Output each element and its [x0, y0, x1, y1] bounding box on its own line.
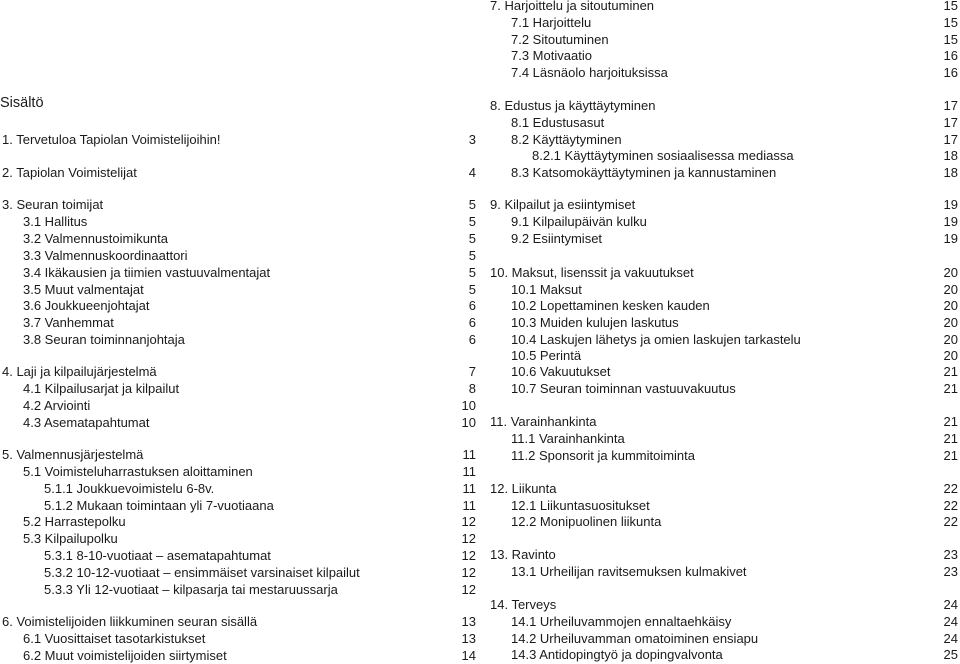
toc-entry[interactable]: 5.3 Kilpailupolku 12: [23, 531, 476, 546]
toc-entry[interactable]: 6. Voimistelijoiden liikkuminen seuran sisällä 13: [2, 614, 476, 629]
toc-entry[interactable]: 3.7 Vanhemmat 6: [23, 315, 476, 330]
toc-entry[interactable]: 5.3.1 8-10-vuotiaat – asematapahtumat 12: [44, 548, 476, 563]
toc-entry[interactable]: 10.1 Maksut 20: [511, 282, 958, 297]
toc-entry[interactable]: 10.2 Lopettaminen kesken kauden 20: [511, 298, 958, 313]
toc-entry[interactable]: 10.5 Perintä 20: [511, 348, 958, 363]
toc-entry[interactable]: 7. Harjoittelu ja sitoutuminen 15: [490, 0, 958, 13]
toc-entry[interactable]: 5.3.3 Yli 12-vuotiaat – kilpasarja tai mestaruussarja 12: [44, 582, 476, 597]
toc-entry[interactable]: 5. Valmennusjärjestelmä 11: [2, 447, 476, 462]
toc-entry[interactable]: 7.1 Harjoittelu 15: [511, 15, 958, 30]
toc-entry[interactable]: 3.3 Valmennuskoordinaattori 5: [23, 248, 476, 263]
toc-entry[interactable]: 3.4 Ikäkausien ja tiimien vastuuvalmentajat 5: [23, 265, 476, 280]
toc-entry[interactable]: 1. Tervetuloa Tapiolan Voimistelijoihin! 3: [2, 132, 476, 147]
toc-entry[interactable]: 5.1 Voimisteluharrastuksen aloittaminen 11: [23, 464, 476, 479]
toc-entry[interactable]: 9. Kilpailut ja esiintymiset 19: [490, 197, 958, 212]
toc-entry[interactable]: 5.2 Harrastepolku 12: [23, 514, 476, 529]
toc-entry[interactable]: 2. Tapiolan Voimistelijat 4: [2, 165, 476, 180]
toc-entry[interactable]: 14.1 Urheiluvammojen ennaltaehkäisy 24: [511, 614, 958, 629]
toc-heading: Sisältö: [0, 95, 44, 111]
toc-entry[interactable]: 5.1.2 Mukaan toimintaan yli 7-vuotiaana 11: [44, 498, 476, 513]
toc-entry[interactable]: 14.3 Antidopingtyö ja dopingvalvonta 25: [511, 647, 958, 662]
toc-entry[interactable]: 3. Seuran toimijat 5: [2, 197, 476, 212]
toc-entry[interactable]: 10. Maksut, lisenssit ja vakuutukset 20: [490, 265, 958, 280]
toc-entry[interactable]: 10.7 Seuran toiminnan vastuuvakuutus 21: [511, 381, 958, 396]
toc-entry[interactable]: 10.3 Muiden kulujen laskutus 20: [511, 315, 958, 330]
toc-entry[interactable]: 14.2 Urheiluvamman omatoiminen ensiapu 24: [511, 631, 958, 646]
toc-entry[interactable]: 4. Laji ja kilpailujärjestelmä 7: [2, 364, 476, 379]
toc-entry[interactable]: 6.1 Vuosittaiset tasotarkistukset 13: [23, 631, 476, 646]
toc-entry[interactable]: 12. Liikunta 22: [490, 481, 958, 496]
toc-entry[interactable]: 14. Terveys 24: [490, 597, 958, 612]
toc-entry[interactable]: 4.2 Arviointi 10: [23, 398, 476, 413]
toc-entry[interactable]: 4.3 Asematapahtumat 10: [23, 415, 476, 430]
toc-entry[interactable]: 3.8 Seuran toiminnanjohtaja 6: [23, 332, 476, 347]
toc-entry[interactable]: 11.2 Sponsorit ja kummitoiminta 21: [511, 448, 958, 463]
toc-entry[interactable]: 7.2 Sitoutuminen 15: [511, 32, 958, 47]
toc-entry[interactable]: 13. Ravinto 23: [490, 547, 958, 562]
toc-entry[interactable]: 5.1.1 Joukkuevoimistelu 6-8v. 11: [44, 481, 476, 496]
toc-entry[interactable]: 8.1 Edustusasut 17: [511, 115, 958, 130]
toc-entry[interactable]: 6.2 Muut voimistelijoiden siirtymiset 14: [23, 648, 476, 663]
toc-entry[interactable]: 8. Edustus ja käyttäytyminen 17: [490, 98, 958, 113]
toc-entry[interactable]: 3.5 Muut valmentajat 5: [23, 282, 476, 297]
toc-entry[interactable]: 11.1 Varainhankinta 21: [511, 431, 958, 446]
toc-entry[interactable]: 11. Varainhankinta 21: [490, 414, 958, 429]
toc-entry[interactable]: 9.2 Esiintymiset 19: [511, 231, 958, 246]
toc-entry[interactable]: 10.4 Laskujen lähetys ja omien laskujen tarkastelu 20: [511, 332, 958, 347]
toc-entry[interactable]: 9.1 Kilpailupäivän kulku 19: [511, 214, 958, 229]
toc-entry[interactable]: 7.4 Läsnäolo harjoituksissa 16: [511, 65, 958, 80]
toc-entry[interactable]: 8.2 Käyttäytyminen 17: [511, 132, 958, 147]
toc-entry[interactable]: 3.2 Valmennustoimikunta 5: [23, 231, 476, 246]
toc-entry[interactable]: 3.6 Joukkueenjohtajat 6: [23, 298, 476, 313]
toc-entry[interactable]: 3.1 Hallitus 5: [23, 214, 476, 229]
toc-entry[interactable]: 13.1 Urheilijan ravitsemuksen kulmakivet 23: [511, 564, 958, 579]
toc-entry[interactable]: 4.1 Kilpailusarjat ja kilpailut 8: [23, 381, 476, 396]
toc-entry[interactable]: 7.3 Motivaatio 16: [511, 48, 958, 63]
toc-entry[interactable]: 12.1 Liikuntasuositukset 22: [511, 498, 958, 513]
toc-entry[interactable]: 8.2.1 Käyttäytyminen sosiaalisessa mediassa 18: [532, 148, 958, 163]
toc-entry[interactable]: 10.6 Vakuutukset 21: [511, 364, 958, 379]
toc-entry[interactable]: 5.3.2 10-12-vuotiaat – ensimmäiset varsinaiset kilpailut 12: [44, 565, 476, 580]
toc-entry[interactable]: 8.3 Katsomokäyttäytyminen ja kannustaminen 18: [511, 165, 958, 180]
toc-entry[interactable]: 12.2 Monipuolinen liikunta 22: [511, 514, 958, 529]
